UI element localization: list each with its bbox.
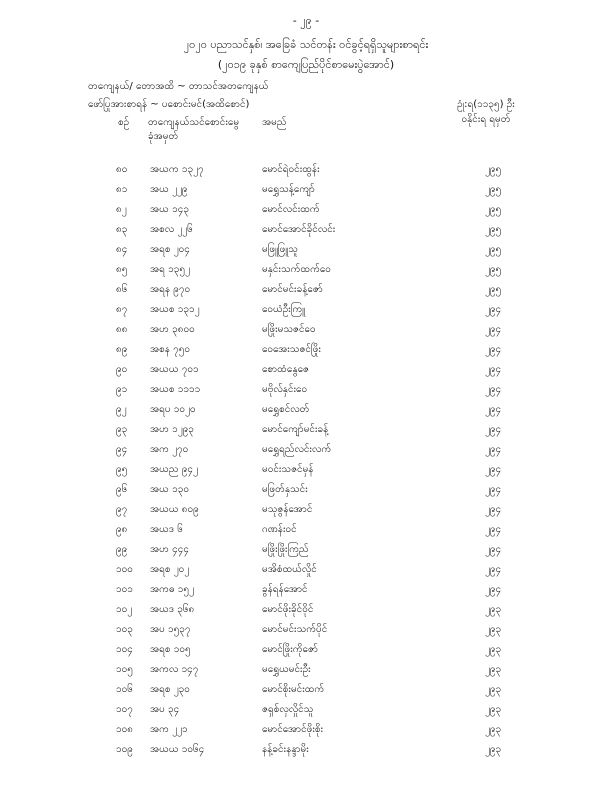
- row-score: ၂၉၄: [485, 424, 502, 435]
- row-student-name: မရွှေရည်လင်းလက်: [262, 444, 332, 455]
- row-score: ၂၉၄: [485, 564, 502, 575]
- row-serial-number: ၈၃: [116, 224, 128, 235]
- table-row: [0, 322, 612, 342]
- table-row: [0, 642, 612, 662]
- results-table: [0, 162, 612, 762]
- region-line: တကျေနယ်/ တောအထိ ~ တာသင်အတကျေနယ်: [88, 81, 269, 92]
- header-roll-number: ခုံအမှတ်: [148, 131, 179, 142]
- row-serial-number: ၉၃: [116, 424, 128, 435]
- table-row: [0, 382, 612, 402]
- row-student-name: မောင်မင်းခန့်ဇော်: [262, 284, 323, 295]
- row-score: ၂၉၃: [485, 724, 502, 735]
- row-serial-number: ၉၂: [116, 404, 127, 415]
- table-row: [0, 442, 612, 462]
- row-student-name: မောင်လင်းထက်: [262, 204, 320, 215]
- table-row: [0, 422, 612, 442]
- row-serial-number: ၈၈: [116, 324, 128, 335]
- row-score: ၂၉၄: [485, 464, 502, 475]
- row-score: ၂၉၃: [485, 624, 502, 635]
- row-roll-number: အဟ ၃၈၀၀: [150, 324, 195, 335]
- table-row: [0, 222, 612, 242]
- page-number: - ၂၉ -: [292, 14, 320, 27]
- table-row: [0, 162, 612, 182]
- row-serial-number: ၁၀၅: [116, 664, 133, 675]
- table-row: [0, 662, 612, 682]
- row-roll-number: အယယ ၁၀၆၄: [150, 744, 205, 755]
- table-row: [0, 202, 612, 222]
- table-row: [0, 262, 612, 282]
- row-student-name: မောင်ဖိုးခိုင်ဝိုင်: [262, 604, 314, 615]
- row-score: ၂၉၅: [485, 164, 502, 175]
- header-school: တကျေနယ်သင်စောင်းမွေ: [148, 117, 240, 128]
- row-serial-number: ၁၀၈: [116, 724, 133, 735]
- row-score: ၂၉၅: [485, 284, 502, 295]
- row-student-name: မောင်ဖြိုးကိုဇော်: [262, 644, 319, 655]
- row-serial-number: ၉၇: [116, 504, 128, 515]
- table-row: [0, 582, 612, 602]
- table-row: [0, 622, 612, 642]
- row-score: ၂၉၃: [485, 644, 502, 655]
- row-serial-number: ၁၀၄: [116, 644, 133, 655]
- row-roll-number: အရစ ၂၃၀: [150, 684, 190, 695]
- row-student-name: မဖြိုးဖြိုးကြည်: [262, 544, 309, 555]
- row-student-name: မရွှေသန့်ကျော်: [262, 184, 315, 195]
- row-student-name: မသုဇွန်အောင်: [262, 504, 313, 515]
- row-score: ၂၉၃: [485, 664, 502, 675]
- row-roll-number: အစန ၇၅၀: [150, 344, 191, 355]
- table-row: [0, 302, 612, 322]
- row-score: ၂၉၄: [485, 584, 502, 595]
- row-score: ၂၉၄: [485, 484, 502, 495]
- header-name: အမည်: [262, 117, 287, 128]
- header-serial-number: စဉ်: [118, 117, 130, 128]
- row-roll-number: အဟ ၁၂၉၃: [150, 424, 194, 435]
- row-serial-number: ၁၀၉: [116, 744, 133, 755]
- row-serial-number: ၈၉: [116, 344, 128, 355]
- row-student-name: မောင်စိုးမင်းထက်: [262, 684, 325, 695]
- row-roll-number: အယစ ၁၃၁၂: [150, 304, 200, 315]
- row-roll-number: အယ ၂၂၉: [150, 184, 188, 195]
- table-row: [0, 182, 612, 202]
- row-student-name: မဝင်းသဇင်မှန်: [262, 464, 314, 475]
- row-student-name: မရွှေစင်လတ်: [262, 404, 310, 415]
- row-roll-number: အယ ၁၄၃: [150, 204, 189, 215]
- row-score: ၂၉၄: [485, 364, 502, 375]
- row-score: ၂၉၃: [485, 684, 502, 695]
- row-score: ၂၉၅: [485, 224, 502, 235]
- row-score: ၂၉၄: [485, 444, 502, 455]
- row-serial-number: ၈၆: [116, 284, 128, 295]
- row-score: ၂၉၄: [485, 304, 502, 315]
- row-score: ၂၉၅: [485, 204, 502, 215]
- row-roll-number: အရပ ၁၀၂၀: [150, 404, 196, 415]
- row-student-name: မောင်မင်းသက်ပိုင်: [262, 624, 328, 635]
- row-student-name: မအိစံထယ်လှိုင်: [262, 564, 317, 575]
- row-student-name: မနှင်းသက်ထက်ဝေ: [262, 264, 331, 275]
- row-serial-number: ၁၀၇: [116, 704, 133, 715]
- table-row: [0, 342, 612, 362]
- row-student-name: ဝေအေးသဇင်ဖြိုး: [262, 344, 321, 355]
- row-student-name: နန့်ခင်းနန္ဒာမိုး: [262, 744, 309, 755]
- row-score: ၂၉၅: [485, 244, 502, 255]
- row-serial-number: ၉၄: [116, 444, 128, 455]
- row-score: ၂၉၃: [485, 744, 502, 755]
- header-office: ဖော်ပြုအားစာရန် ~ ပစောင်းမင်(အထိစောင်): [88, 99, 250, 110]
- row-score: ၂၉၄: [485, 384, 502, 395]
- table-row: [0, 282, 612, 302]
- row-serial-number: ၈၁: [116, 184, 128, 195]
- row-serial-number: ၁၀၂: [116, 604, 133, 615]
- row-serial-number: ၈၅: [116, 264, 128, 275]
- row-student-name: မဖြိုးမသဇင်ဝေ: [262, 324, 316, 335]
- row-roll-number: အယစ ၁၁၁၁: [150, 384, 201, 395]
- table-row: [0, 602, 612, 622]
- row-roll-number: အယ ၁၃၀: [150, 484, 189, 495]
- row-score: ၂၉၄: [485, 544, 502, 555]
- row-score: ၂၉၄: [485, 524, 502, 535]
- row-serial-number: ၉၀: [116, 364, 128, 375]
- table-row: [0, 722, 612, 742]
- row-student-name: ဝေယံဦးကြူ: [262, 304, 306, 315]
- row-student-name: မဗိုလ်နှင်းဝေ: [262, 384, 308, 395]
- row-roll-number: အယဒ ၃၆၈: [150, 604, 195, 615]
- table-row: [0, 482, 612, 502]
- row-student-name: မောင်အောင်ခိုင်လင်း: [262, 224, 336, 235]
- row-score: ၂၉၄: [485, 324, 502, 335]
- row-serial-number: ၉၁: [116, 384, 128, 395]
- document-subtitle: (၂၀၁၉ ခုနှစ် စာကျေပြည်ပိုင်စာမေးပွဲအောင်): [217, 58, 395, 71]
- row-serial-number: ၁၀၀: [116, 564, 133, 575]
- row-serial-number: ၉၉: [116, 544, 128, 555]
- row-student-name: မရွှေယမင်းဦး: [262, 664, 311, 675]
- row-student-name: မောင်ရဲ၀င်းထွန်း: [262, 164, 320, 175]
- row-roll-number: အပ ၃၄: [150, 704, 180, 715]
- row-roll-number: အရန ၉၇၀: [150, 284, 191, 295]
- row-serial-number: ၉၈: [116, 524, 128, 535]
- row-roll-number: အယယ ၈၀၉: [150, 504, 199, 515]
- table-row: [0, 502, 612, 522]
- table-row: [0, 402, 612, 422]
- row-roll-number: အဟ ၄၄၄: [150, 544, 190, 555]
- header-date-line2: ဝနိုင်းရ ရမှတ်: [461, 114, 511, 125]
- table-row: [0, 462, 612, 482]
- row-student-name: မဖြတ်နှသင်း: [262, 484, 308, 495]
- table-row: [0, 242, 612, 262]
- row-roll-number: အက ၂၂၁: [150, 724, 188, 735]
- row-student-name: မောင်အောင်ဖိုးစိုး: [262, 724, 324, 735]
- row-score: ၂၉၃: [485, 604, 502, 615]
- row-roll-number: အရစ ၂၀၄: [150, 244, 190, 255]
- row-score: ၂၉၄: [485, 504, 502, 515]
- row-student-name: စောထံနွေဇေ: [262, 364, 310, 375]
- row-roll-number: အပ ၁၅၃၇: [150, 624, 191, 635]
- table-row: [0, 362, 612, 382]
- row-score: ၂၉၃: [485, 704, 502, 715]
- row-student-name: မောင်ကျော်မင်းခန့်: [262, 424, 329, 435]
- row-serial-number: ၈၇: [116, 304, 128, 315]
- row-serial-number: ၈၂: [116, 204, 127, 215]
- row-score: ၂၉၅: [485, 264, 502, 275]
- row-roll-number: အရ ၁၃၅၂: [150, 264, 190, 275]
- row-serial-number: ၁၀၃: [116, 624, 133, 635]
- row-score: ၂၉၄: [485, 344, 502, 355]
- row-serial-number: ၁၀၁: [116, 584, 133, 595]
- row-serial-number: ၉၆: [116, 484, 128, 495]
- row-score: ၂၉၄: [485, 404, 502, 415]
- row-serial-number: ၉၅: [116, 464, 128, 475]
- table-row: [0, 542, 612, 562]
- row-serial-number: ၁၀၆: [116, 684, 133, 695]
- row-student-name: မဖြူဖြူသူ: [262, 244, 298, 255]
- header-date-line1: ဥုံ:ရ(၁၁၃၅) ဦး: [457, 99, 515, 110]
- row-roll-number: အက ၂၇၀: [150, 444, 189, 455]
- row-score: ၂၉၅: [485, 184, 502, 195]
- table-row: [0, 522, 612, 542]
- row-serial-number: ၈၄: [116, 244, 128, 255]
- row-student-name: ဇရှစ်လှလှိုင်သူ: [262, 704, 314, 715]
- row-roll-number: အစလ ၂၂၆: [150, 224, 193, 235]
- table-row: [0, 702, 612, 722]
- row-roll-number: အကဓ ၁၅၂: [150, 584, 194, 595]
- row-student-name: ခွန်ရန်အောင်: [262, 584, 308, 595]
- row-roll-number: အရစ ၂၀၂: [150, 564, 190, 575]
- row-roll-number: အယယ ၇၀၁: [150, 364, 199, 375]
- row-roll-number: အကလ ၁၄၇: [150, 664, 199, 675]
- table-row: [0, 682, 612, 702]
- row-roll-number: အယက ၁၃၂၇: [150, 164, 204, 175]
- table-row: [0, 562, 612, 582]
- table-row: [0, 742, 612, 762]
- row-student-name: ဂဏန်းဝင်: [262, 524, 297, 535]
- row-roll-number: အရစ ၁၀၅: [150, 644, 191, 655]
- row-roll-number: အယည ၉၄၂: [150, 464, 198, 475]
- row-roll-number: အယဒ ၆: [150, 524, 183, 535]
- row-serial-number: ၈၀: [116, 164, 128, 175]
- document-title: ၂၀၂၀ ပညာသင်နှစ်၊ အခြေခံ သင်တန်း ဝင်ခွင့်ရရှိသူများစာရင်း: [183, 38, 429, 51]
